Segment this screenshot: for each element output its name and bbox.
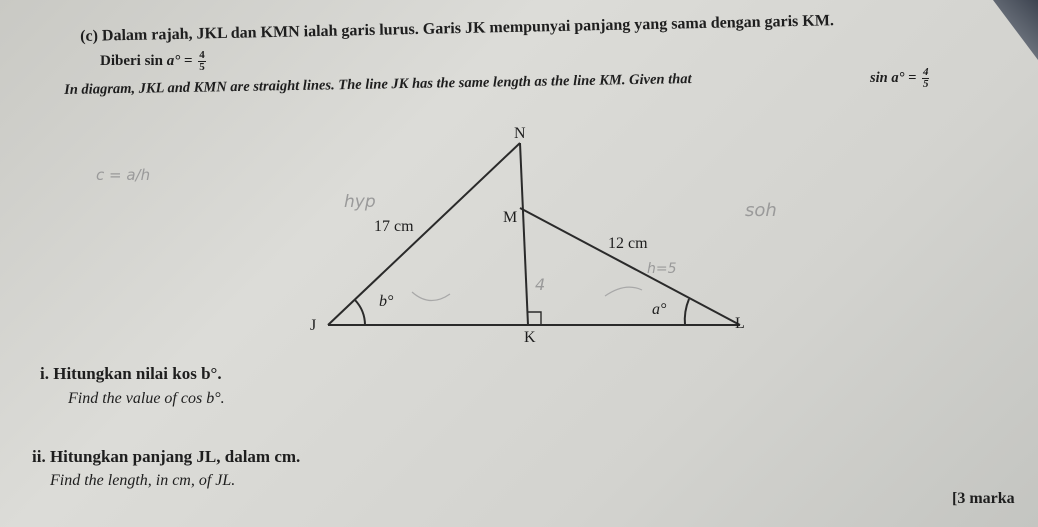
point-L: L: [735, 315, 745, 332]
given-numerator: 4: [199, 49, 205, 61]
angle-b-label: b°: [379, 293, 394, 310]
handwriting-h5: h=5: [647, 261, 677, 277]
handwriting-hyp: hyp: [344, 192, 376, 212]
length-JN-label: 17 cm: [374, 218, 414, 235]
point-M: M: [503, 209, 518, 226]
question-english-text: In diagram, JKL and KMN are straight lines. The line JK has the same length as the line KM. Given that: [64, 71, 692, 98]
given-english-var: a°: [891, 69, 905, 86]
handwriting-four: 4: [535, 275, 546, 294]
point-N: N: [514, 125, 526, 142]
given-english-numerator: 4: [922, 66, 929, 78]
given-english-denominator: 5: [922, 78, 929, 90]
part-i-malay: i. Hitungkan nilai kos b°.: [40, 364, 222, 383]
marks-label: [3 marka: [952, 490, 1015, 507]
right-angle-marker: [528, 312, 541, 325]
angle-b-arc: [355, 300, 365, 325]
given-denominator: 5: [199, 61, 205, 73]
handwriting-soh: soh: [745, 200, 777, 221]
given-english-prefix: sin: [870, 69, 892, 86]
given-equals: =: [180, 52, 197, 69]
line-JN: [328, 143, 520, 325]
angle-a-arc: [685, 299, 689, 325]
given-malay-prefix: Diberi sin: [100, 52, 167, 69]
handwriting-arrow-left: [412, 292, 450, 301]
line-ML: [520, 208, 740, 325]
given-var: a°: [166, 52, 181, 69]
line-NK: [520, 143, 528, 325]
angle-a-label: a°: [652, 301, 667, 318]
point-J: J: [310, 317, 317, 334]
question-label: (c): [80, 27, 99, 45]
point-K: K: [524, 329, 536, 346]
length-ML-label: 12 cm: [608, 235, 648, 252]
part-ii-english: Find the length, in cm, of JL.: [50, 472, 236, 489]
part-i-english: Find the value of cos b°.: [68, 390, 225, 407]
question-malay-text: Dalam rajah, JKL dan KMN ialah garis lurus. Garis JK mempunyai panjang yang sama dengan garis KM.: [101, 12, 835, 45]
part-ii-malay: ii. Hitungkan panjang JL, dalam cm.: [32, 447, 301, 466]
given-english-equals: =: [904, 69, 920, 86]
handwriting-c-formula: c = a/h: [96, 166, 151, 184]
handwriting-arrow-right: [605, 287, 642, 296]
